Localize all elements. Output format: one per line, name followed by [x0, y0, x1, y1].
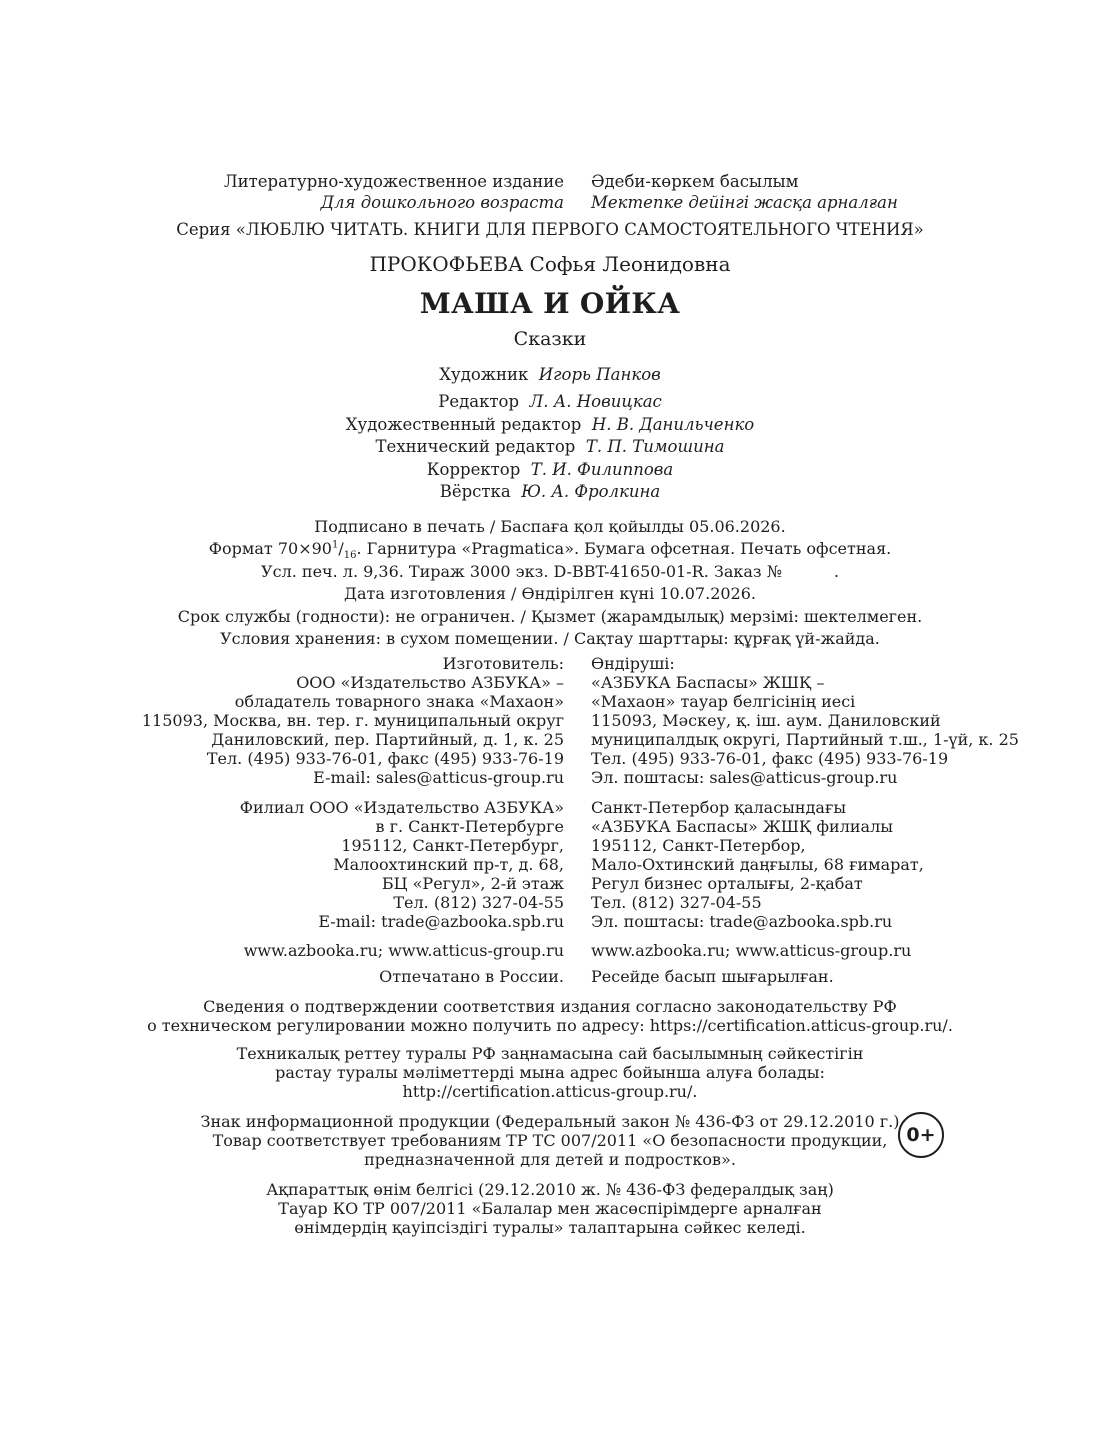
print-run: Усл. печ. л. 9,36. Тираж 3000 экз. D-BBT-41650-01-R. Заказ № — [261, 561, 782, 581]
manufacturer-ru-line: Тел. (495) 933-76-01, факс (495) 933-76-19 — [206, 749, 564, 768]
staff-line-layout — [0, 481, 1100, 504]
certification-ru — [0, 997, 1100, 1035]
age-rating-badge: 0+ — [898, 1112, 944, 1158]
author-name: ПРОКОФЬЕВА Софья Леонидовна — [369, 252, 731, 276]
manufacturer-ru-line: Изготовитель: — [442, 654, 564, 673]
branch-kz-line: Мало-Охтинский даңғылы, 68 ғимарат, — [591, 855, 924, 874]
manufacture-date: Дата изготовления / Өндірілген күні 10.07.2026. — [343, 584, 756, 604]
staff-line-art-editor — [0, 414, 1100, 437]
manufacturer-ru-line: E-mail: sales@atticus-group.ru — [313, 768, 564, 787]
staff-role: Технический редактор — [375, 437, 576, 457]
info-product-kz-line: Тауар КО ТР 007/2011 «Балалар мен жасөспірімдерге арналған — [278, 1199, 822, 1218]
illustrator-role: Художник — [439, 365, 529, 384]
branch-kz-line: Регул бизнес орталығы, 2-қабат — [591, 874, 863, 893]
staff-name: Т. И. Филиппова — [530, 459, 674, 479]
branch-kz-line: Эл. поштасы: trade@azbooka.spb.ru — [591, 912, 893, 931]
staff-role: Редактор — [438, 392, 520, 411]
info-product-kz — [0, 1180, 1100, 1237]
age-group-ru: Для дошкольного возраста — [320, 193, 564, 212]
manufacturer-ru — [142, 654, 564, 787]
branch-kz — [591, 798, 924, 931]
service-life: Срок службы (годности): не ограничен. / Қызмет (жарамдылық) мерзімі: шектелмеген. — [177, 606, 923, 626]
branch-kz-line: 195112, Санкт-Петербор, — [591, 836, 806, 855]
manufacturer-ru-line: ООО «Издательство АЗБУКА» – — [296, 673, 564, 692]
certification-kz — [0, 1044, 1100, 1101]
manufacturer-kz-line: Тел. (495) 933-76-01, факс (495) 933-76-19 — [591, 749, 949, 768]
branch-ru-line: Филиал ООО «Издательство АЗБУКА» — [239, 798, 564, 817]
staff-name: Ю. А. Фролкина — [521, 482, 661, 502]
format-denominator: 16 — [343, 550, 357, 562]
staff-line-proofreader — [0, 459, 1100, 482]
branch-kz-line: Тел. (812) 327-04-55 — [591, 893, 762, 912]
staff-list — [0, 391, 1100, 504]
signed-date: Подписано в печать / Баспаға қол қойылды 05.06.2026. — [314, 517, 786, 536]
websites-kz: www.azbooka.ru; www.atticus-group.ru — [591, 941, 912, 960]
format-pre: Формат 70×90 — [208, 539, 332, 559]
info-product-kz-line: өнімдердің қауіпсіздігі туралы» талаптарына сәйкес келеді. — [294, 1218, 806, 1237]
manufacturer-ru-line: Даниловский, пер. Партийный, д. 1, к. 25 — [211, 730, 564, 749]
series-line: Серия «ЛЮБЛЮ ЧИТАТЬ. КНИГИ ДЛЯ ПЕРВОГО САМОСТОЯТЕЛЬНОГО ЧТЕНИЯ» — [176, 220, 924, 239]
book-title: МАША И ОЙКА — [419, 287, 681, 320]
illustrator-line — [0, 364, 1100, 385]
staff-line-editor — [0, 391, 1100, 414]
branch-kz-line: Санкт-Петербор қаласындағы — [591, 798, 847, 817]
branch-ru — [240, 798, 564, 931]
info-product-ru-line: Товар соответствует требованиям ТР ТС 007/2011 «О безопасности продукции, — [212, 1131, 888, 1150]
book-subtitle: Сказки — [513, 328, 587, 350]
print-run-end: . — [833, 561, 839, 581]
staff-name: Л. А. Новицкас — [529, 392, 662, 411]
info-product-ru-line: Знак информационной продукции (Федеральный закон № 436-ФЗ от 29.12.2010 г.) — [200, 1112, 900, 1131]
branch-ru-line: в г. Санкт-Петербурге — [375, 817, 564, 836]
staff-name: Н. В. Данильченко — [591, 414, 755, 434]
edition-type-ru — [224, 171, 564, 213]
manufacturer-kz-line: Эл. поштасы: sales@atticus-group.ru — [591, 768, 898, 787]
staff-name: Т. П. Тимошина — [585, 437, 725, 457]
certification-kz-line: Техникалық реттеу туралы РФ заңнамасына сай басылымның сәйкестігін — [236, 1044, 864, 1063]
edition-type-ru-line: Литературно-художественное издание — [223, 172, 564, 191]
branch-ru-line: E-mail: trade@azbooka.spb.ru — [318, 912, 564, 931]
certification-kz-line: растау туралы мәліметтерді мына адрес бойынша алуға болады: — [275, 1063, 825, 1082]
staff-role: Корректор — [426, 459, 521, 479]
manufacturer-kz-line: муниципалдық округі, Партийный т.ш., 1-үй, к. 25 — [591, 730, 1019, 749]
branch-kz-line: «АЗБУКА Баспасы» ЖШҚ филиалы — [591, 817, 893, 836]
certification-ru-line: о техническом регулировании можно получить по адресу: https://certification.atticus-group.ru/. — [147, 1016, 953, 1035]
certification-ru-line: Сведения о подтверждении соответствия издания согласно законодательству РФ — [203, 997, 897, 1016]
format-line: Формат $70\times 90^1/_{16}$. Гарнитура «Pragmatica». Бумага офсетная. Печать офсетная. — [208, 539, 892, 562]
info-product-kz-line: Ақпараттық өнім белгісі (29.12.2010 ж. № 436-ФЗ федералдық заң) — [266, 1180, 834, 1199]
branch-ru-line: БЦ «Регул», 2-й этаж — [381, 874, 564, 893]
edition-type-kz — [591, 171, 898, 213]
print-details — [0, 516, 1100, 650]
print-run-line — [0, 561, 1100, 583]
staff-role: Вёрстка — [439, 482, 511, 502]
manufacturer-kz-line: Өндіруші: — [591, 654, 675, 673]
printed-kz: Ресейде басып шығарылған. — [591, 967, 834, 986]
branch-ru-line: 195112, Санкт-Петербург, — [341, 836, 564, 855]
edition-type-kz-line: Әдеби-көркем басылым — [591, 172, 799, 191]
format-numerator: 1 — [331, 540, 339, 552]
format-post: . Гарнитура «Pragmatica». Бумага офсетная. Печать офсетная. — [356, 539, 892, 559]
manufacturer-kz-line: 115093, Мәскеу, қ. іш. аум. Даниловский — [591, 711, 941, 730]
manufacturer-kz — [591, 654, 1019, 787]
info-product-ru-line: предназначенной для детей и подростков». — [364, 1150, 736, 1169]
manufacturer-ru-line: обладатель товарного знака «Махаон» — [234, 692, 564, 711]
staff-role: Художественный редактор — [345, 414, 582, 434]
age-group-kz: Мектепке дейінгі жасқа арналған — [591, 193, 898, 212]
manufacturer-kz-line: «Махаон» тауар белгісінің иесі — [591, 692, 856, 711]
staff-line-tech-editor — [0, 436, 1100, 459]
storage-conditions: Условия хранения: в сухом помещении. / Сақтау шарттары: құрғақ үй-жайда. — [220, 629, 880, 649]
manufacturer-kz-line: «АЗБУКА Баспасы» ЖШҚ – — [591, 673, 825, 692]
websites-ru: www.azbooka.ru; www.atticus-group.ru — [243, 941, 564, 960]
illustrator-name: Игорь Панков — [538, 365, 661, 384]
branch-ru-line: Малоохтинский пр-т, д. 68, — [333, 855, 564, 874]
certification-kz-line: http://certification.atticus-group.ru/. — [402, 1082, 698, 1101]
printed-ru: Отпечатано в России. — [379, 967, 564, 986]
manufacturer-ru-line: 115093, Москва, вн. тер. г. муниципальный округ — [141, 711, 564, 730]
branch-ru-line: Тел. (812) 327-04-55 — [393, 893, 564, 912]
